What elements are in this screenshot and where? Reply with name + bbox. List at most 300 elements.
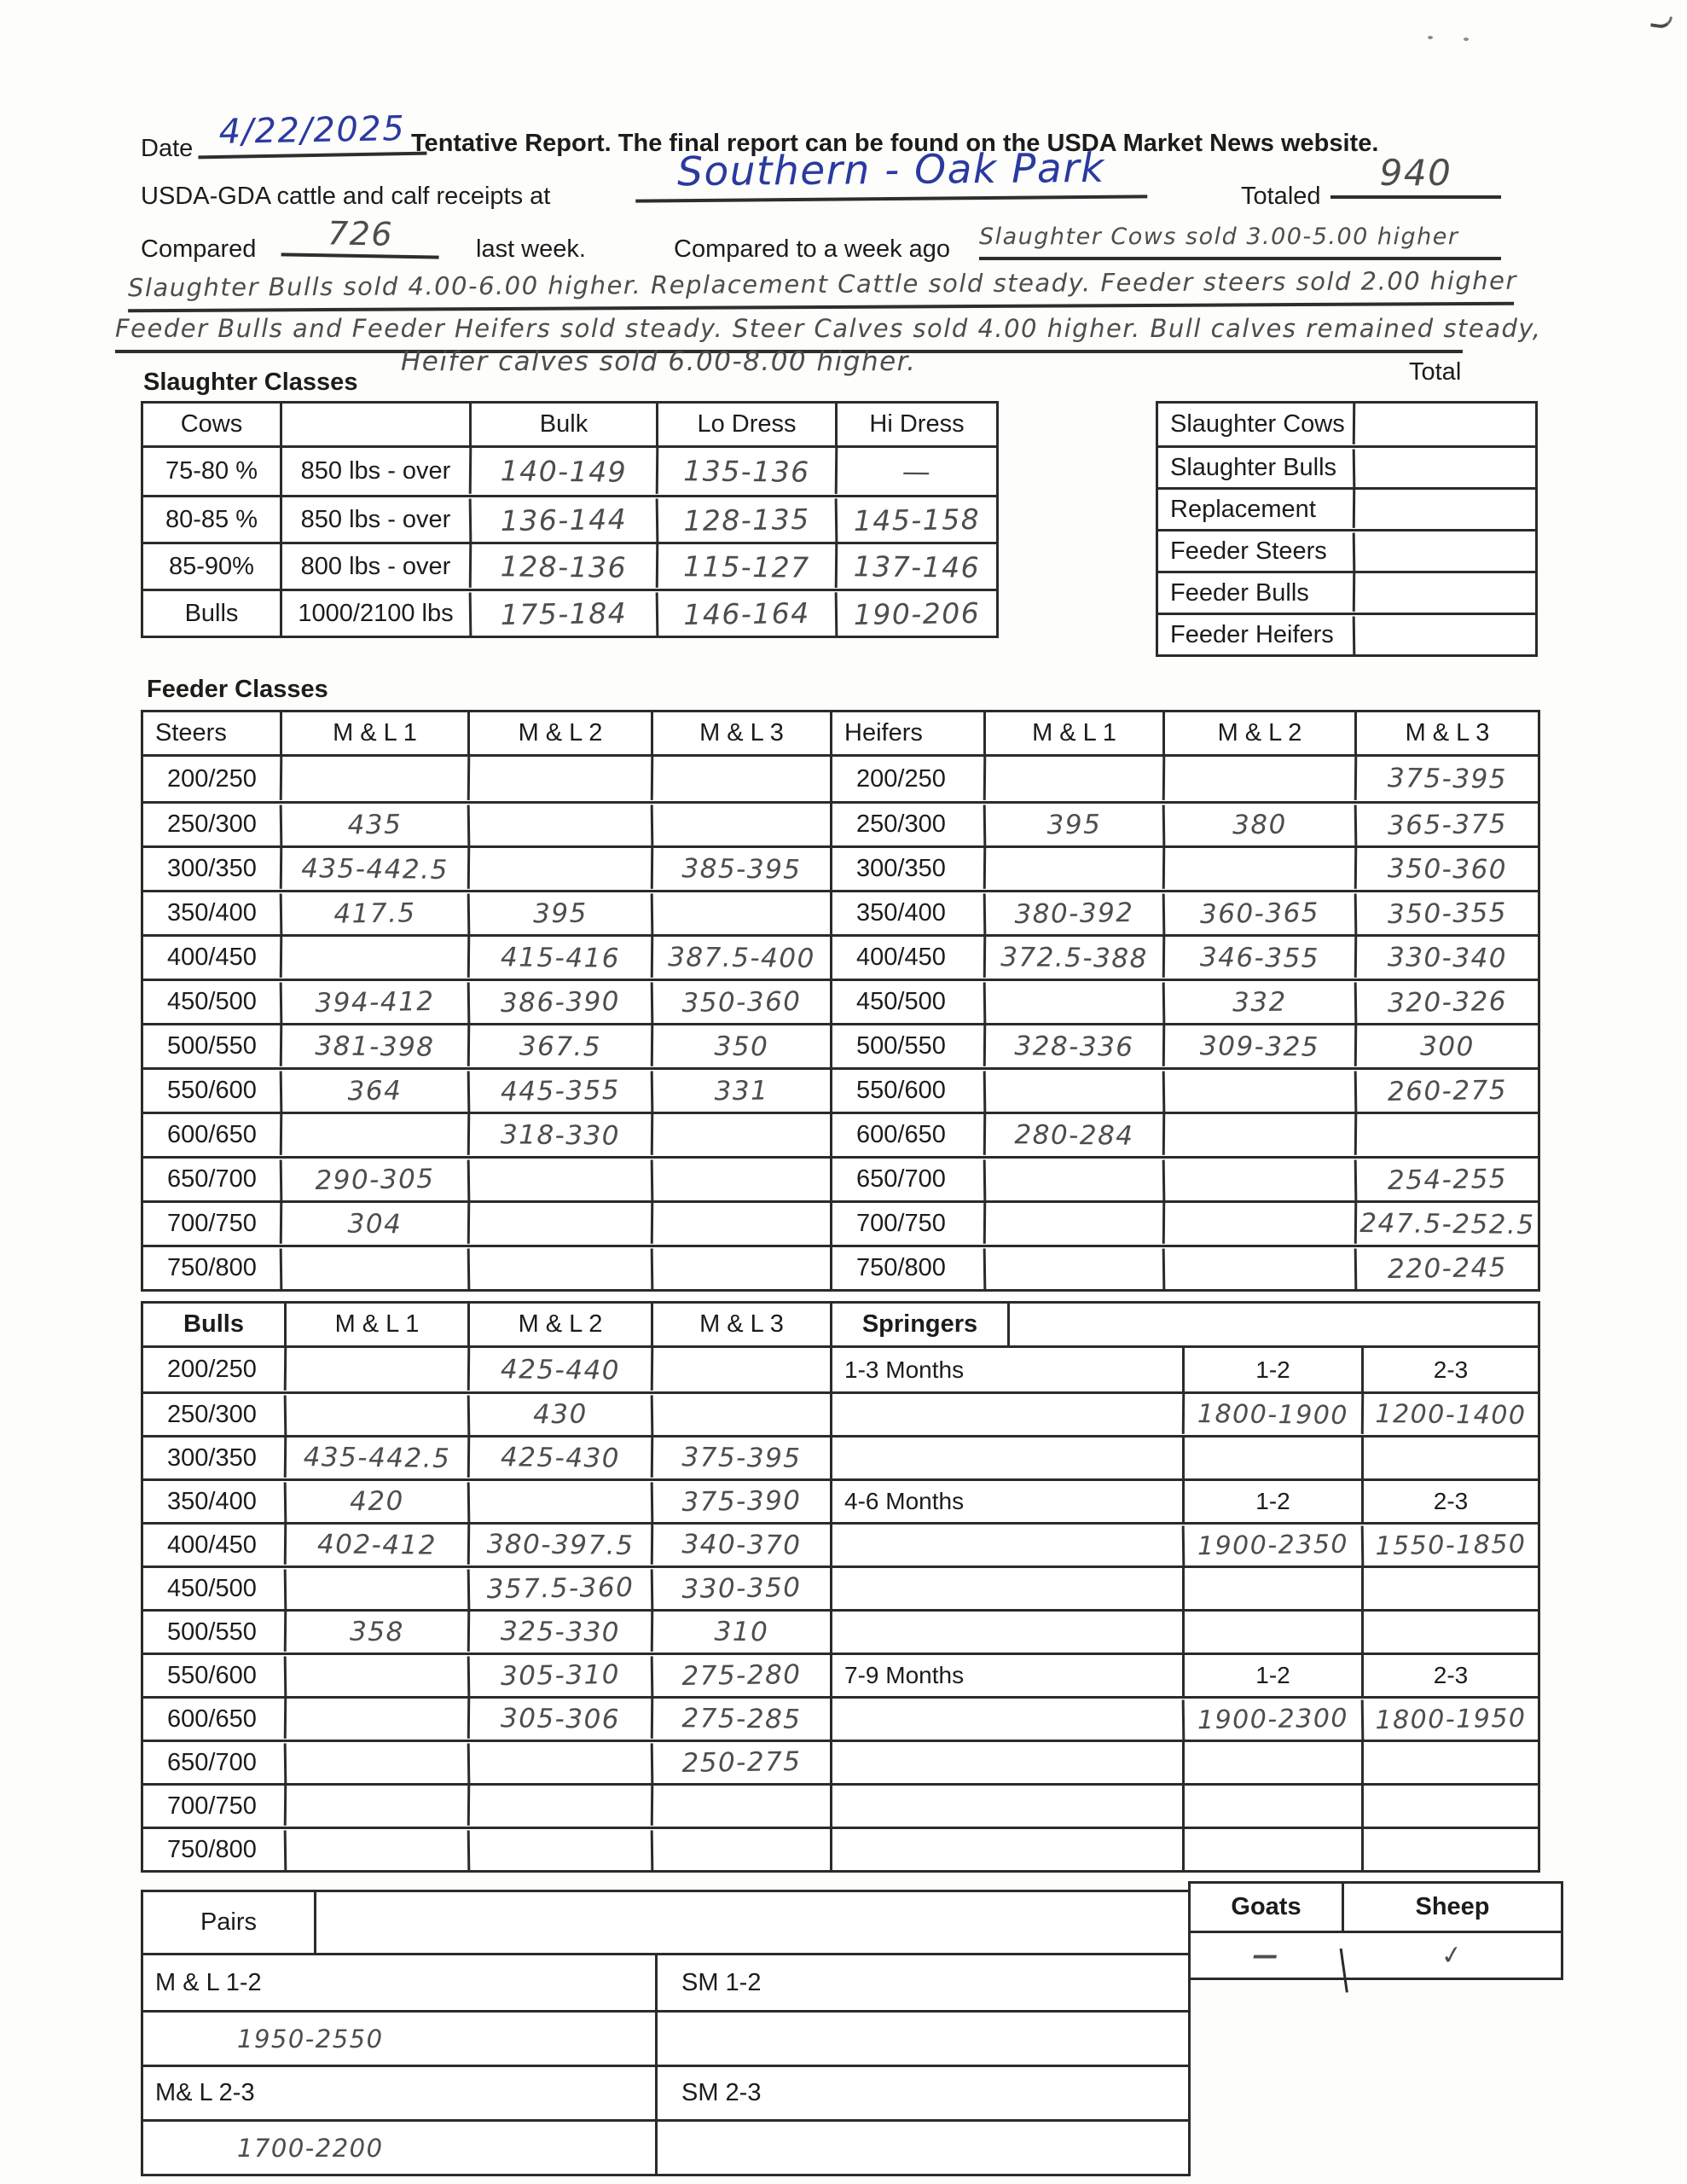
lo-dress-price-cell: 115-127	[656, 543, 836, 590]
springers-empty-row	[832, 1740, 1538, 1783]
compared-value-handwritten: 726	[281, 213, 440, 258]
heifer-ml3-price-cell: 350-355	[1354, 892, 1539, 936]
total-value-cell	[1353, 531, 1536, 572]
total-category-cell: Slaughter Cows	[1170, 410, 1345, 438]
spacer-cell	[1182, 1786, 1361, 1827]
heifer-weight-cell: 600/650	[830, 1114, 983, 1156]
bull-ml3-price-cell	[651, 1828, 831, 1872]
bulls-header-row	[143, 1304, 830, 1348]
hi-dress-price-cell: 145-158	[835, 497, 997, 543]
spacer-cell	[832, 1699, 1182, 1740]
heifer-weight-cell: 750/800	[830, 1247, 983, 1289]
heifer-ml2-price-cell	[1162, 1157, 1355, 1201]
steer-ml2-price-cell: 415-416	[467, 936, 652, 979]
bulls-row	[143, 1696, 830, 1740]
bull-ml2-price-cell: 430	[467, 1393, 652, 1437]
spacer-cell	[1361, 1568, 1538, 1609]
heifer-ml3-price-cell: 350-360	[1354, 847, 1539, 891]
heifer-weight-cell: 250/300	[830, 804, 983, 845]
spacer-cell	[655, 2122, 1188, 2174]
pairs-value-row	[143, 2119, 1188, 2174]
grade-2-3-header-cell: 2-3	[1361, 1655, 1538, 1696]
pairs-title-cell: Pairs	[143, 1892, 316, 1953]
bull-ml3-price-cell: 275-285	[651, 1698, 830, 1740]
slaughter-row	[143, 495, 996, 542]
steers-ml3-header-cell: M & L 3	[651, 712, 830, 754]
bulls-row	[143, 1740, 830, 1783]
steer-ml2-price-cell	[467, 1246, 652, 1291]
heifer-ml1-price-cell: 395	[983, 803, 1163, 847]
bull-ml1-price-cell	[284, 1347, 468, 1392]
months-1-3-label-cell: 1-3 Months	[844, 1356, 965, 1383]
bull-ml2-price-cell: 425-430	[467, 1437, 651, 1479]
heifer-ml1-price-cell	[983, 1158, 1163, 1202]
totals-table	[1156, 401, 1538, 657]
pairs-ml-2-3-label-cell: M& L 2-3	[155, 2079, 255, 2106]
bull-weight-cell: 450/500	[167, 1574, 257, 1602]
bull-ml1-price-cell: 358	[284, 1611, 467, 1653]
steer-ml2-price-cell	[467, 1202, 652, 1246]
steer-weight-cell: 250/300	[167, 810, 257, 838]
bull-ml1-price-cell	[284, 1785, 467, 1827]
bull-ml2-price-cell	[467, 1741, 652, 1785]
spacer-cell	[1361, 1612, 1538, 1653]
bulk-price-cell: 128-136	[469, 543, 657, 590]
steer-ml1-price-cell	[280, 1246, 468, 1290]
bulls-table	[141, 1301, 832, 1873]
heifer-ml3-price-cell: 254-255	[1354, 1158, 1539, 1202]
sheep-mark-cell: ✓	[1340, 1918, 1563, 1992]
bull-ml2-price-cell	[467, 1480, 652, 1524]
feeder-classes-title: Feeder Classes	[147, 676, 328, 703]
steers-ml1-header-cell: M & L 1	[280, 712, 467, 754]
steer-ml1-price-cell: 290-305	[280, 1157, 468, 1201]
bulk-price-cell: 140-149	[469, 447, 657, 496]
weight-header-cell	[280, 404, 469, 445]
grade-cell: 75-80 %	[165, 457, 258, 485]
heifer-weight-cell: 500/550	[830, 1025, 983, 1067]
steer-ml1-price-cell: 435	[280, 802, 468, 846]
heifer-ml3-price-cell: 247.5-252.5	[1354, 1202, 1539, 1246]
bull-ml2-price-cell: 305-310	[467, 1654, 652, 1698]
week-ago-label: Compared to a week ago	[674, 235, 951, 263]
slaughter-row	[143, 542, 996, 589]
bull-ml2-price-cell: 425-440	[467, 1347, 652, 1392]
steer-ml2-price-cell	[467, 756, 652, 802]
bulls-table-body	[143, 1348, 830, 1870]
totaled-value-handwritten: 940	[1330, 152, 1501, 199]
steer-weight-cell: 350/400	[167, 899, 257, 926]
bulk-header-cell: Bulk	[469, 404, 656, 445]
pairs-sm-2-3-label-cell: SM 2-3	[655, 2067, 1188, 2119]
heifer-weight-cell: 550/600	[830, 1070, 983, 1112]
weight-range-cell: 800 lbs - over	[280, 544, 469, 589]
heifer-ml1-price-cell	[983, 1202, 1163, 1246]
bulls-row	[143, 1478, 830, 1522]
springers-value-row	[832, 1522, 1538, 1565]
steer-ml3-price-cell: 350	[651, 1025, 831, 1068]
steer-ml3-price-cell	[651, 1113, 831, 1157]
heifer-ml2-price-cell: 332	[1162, 979, 1355, 1024]
pairs-table	[141, 1890, 1191, 2176]
steer-ml2-price-cell: 367.5	[467, 1025, 652, 1068]
springers-month-row	[832, 1348, 1538, 1391]
bull-ml1-price-cell	[284, 1393, 468, 1437]
steer-ml2-price-cell	[467, 1158, 652, 1202]
spacer-cell	[832, 1829, 1182, 1870]
steer-ml3-price-cell: 331	[651, 1069, 831, 1113]
bull-weight-cell: 300/350	[167, 1443, 257, 1472]
pairs-sm-1-2-label-cell: SM 1-2	[655, 1955, 1188, 2010]
steer-weight-cell: 650/700	[167, 1165, 257, 1193]
springers-empty-row	[832, 1435, 1538, 1478]
heifer-ml1-price-cell	[983, 756, 1163, 802]
grade-cell: Bulls	[184, 599, 239, 627]
slaughter-classes-title: Slaughter Classes	[143, 369, 358, 396]
steer-weight-cell: 200/250	[167, 764, 257, 793]
feeder-classes-table	[141, 710, 1540, 1292]
steer-ml2-price-cell: 318-330	[467, 1113, 652, 1157]
springer-1-3mo-1-2-price-cell: 1800-1900	[1182, 1393, 1361, 1436]
spacer-cell	[832, 1742, 1182, 1783]
feeder-row	[143, 934, 1538, 979]
springer-4-6mo-1-2-price-cell: 1900-2350	[1182, 1524, 1362, 1567]
heifer-ml1-price-cell	[983, 980, 1163, 1025]
feeder-row	[143, 845, 1538, 890]
steer-ml2-price-cell: 445-355	[467, 1069, 652, 1113]
goats-sheep-header-row	[1191, 1884, 1561, 1931]
last-week-label: last week.	[476, 235, 586, 263]
feeder-header-row	[143, 712, 1538, 757]
bulls-row	[143, 1783, 830, 1827]
heifer-ml1-price-cell	[983, 847, 1163, 891]
slaughter-classes-table	[141, 401, 999, 638]
springers-empty-row	[832, 1783, 1538, 1827]
heifer-ml3-price-cell: 220-245	[1354, 1246, 1539, 1291]
total-value-cell	[1353, 447, 1536, 489]
bull-weight-cell: 400/450	[167, 1531, 257, 1559]
heifer-ml2-price-cell: 309-325	[1162, 1025, 1355, 1068]
lo-dress-price-cell: 146-164	[656, 590, 836, 637]
scan-artifact	[1428, 36, 1433, 39]
bulls-row	[143, 1609, 830, 1653]
steer-weight-cell: 500/550	[167, 1032, 257, 1060]
location-value-handwritten: Southern - Oak Park	[635, 144, 1148, 202]
market-note-line1: Slaughter Cows sold 3.00-5.00 higher	[979, 224, 1501, 260]
spacer-cell	[832, 1438, 1182, 1478]
heifer-ml2-price-cell	[1162, 1113, 1355, 1157]
bull-weight-cell: 550/600	[167, 1661, 257, 1689]
heifer-ml2-price-cell	[1162, 1202, 1355, 1246]
steer-ml2-price-cell: 395	[467, 892, 652, 936]
steer-ml3-price-cell	[651, 1158, 831, 1202]
spacer-cell	[1182, 1612, 1361, 1653]
bulls-row	[143, 1653, 830, 1696]
heifer-ml3-price-cell: 330-340	[1354, 936, 1539, 979]
pairs-header-row	[143, 1892, 1188, 1955]
bull-weight-cell: 650/700	[167, 1748, 257, 1776]
hi-dress-header-cell: Hi Dress	[835, 404, 996, 445]
bull-ml3-price-cell	[651, 1785, 830, 1827]
steer-ml1-price-cell	[280, 756, 468, 802]
hi-dress-price-cell: 137-146	[835, 543, 997, 590]
bulk-price-cell: 175-184	[469, 590, 657, 636]
heifer-ml3-price-cell: 260-275	[1354, 1069, 1539, 1113]
feeder-row	[143, 1245, 1538, 1289]
heifer-weight-cell: 350/400	[830, 892, 983, 934]
steer-ml3-price-cell	[651, 756, 831, 802]
cows-header-cell: Cows	[180, 410, 243, 438]
spacer-cell	[1361, 1438, 1538, 1478]
pairs-ml-1-2-label-cell: M & L 1-2	[155, 1968, 262, 1996]
total-category-cell: Feeder Bulls	[1170, 578, 1309, 607]
spacer-cell	[1182, 1742, 1361, 1783]
market-note-line3: Feeder Bulls and Feeder Heifers sold steady. Steer Calves sold 4.00 higher. Bull calves remained steady,	[115, 314, 1463, 353]
steer-weight-cell: 450/500	[167, 988, 257, 1015]
steer-ml3-price-cell	[651, 803, 831, 847]
heifer-ml1-price-cell	[983, 1246, 1163, 1291]
bulls-row	[143, 1348, 830, 1391]
steers-ml2-header-cell: M & L 2	[467, 712, 651, 754]
steer-weight-cell: 600/650	[167, 1121, 257, 1148]
bull-ml2-price-cell	[467, 1785, 651, 1827]
slaughter-table-body	[143, 448, 996, 636]
spacer-cell	[832, 1612, 1182, 1653]
lo-dress-header-cell: Lo Dress	[656, 404, 835, 445]
heifer-weight-cell: 400/450	[830, 937, 983, 979]
bull-ml3-price-cell: 375-395	[651, 1437, 830, 1479]
bull-ml1-price-cell	[284, 1654, 468, 1698]
weight-range-cell: 1000/2100 lbs	[280, 591, 469, 636]
total-category-cell: Feeder Heifers	[1170, 620, 1334, 648]
bulls-header-cell: Bulls	[183, 1310, 244, 1338]
spacer-cell	[655, 2013, 1188, 2065]
heifers-ml2-header-cell: M & L 2	[1162, 712, 1354, 754]
grade-cell: 85-90%	[169, 552, 254, 580]
steer-ml2-price-cell: 386-390	[467, 980, 652, 1025]
bulls-ml3-header-cell: M & L 3	[651, 1304, 830, 1345]
steer-weight-cell: 700/750	[167, 1210, 257, 1237]
heifer-ml3-price-cell: 320-326	[1354, 980, 1539, 1025]
spacer-cell	[1361, 1742, 1538, 1783]
bull-ml1-price-cell: 420	[284, 1480, 468, 1524]
bull-weight-cell: 250/300	[167, 1400, 257, 1428]
heifer-ml2-price-cell	[1162, 1068, 1355, 1112]
bull-ml3-price-cell: 330-350	[651, 1567, 831, 1611]
steer-ml2-price-cell	[467, 847, 652, 891]
springers-empty-row	[832, 1827, 1538, 1870]
bulls-row	[143, 1391, 830, 1435]
bull-ml3-price-cell: 375-390	[651, 1480, 831, 1524]
feeder-row	[143, 979, 1538, 1023]
bull-ml1-price-cell	[284, 1828, 468, 1872]
lo-dress-price-cell: 135-136	[656, 447, 836, 496]
feeder-row	[143, 757, 1538, 801]
totals-table-body	[1158, 404, 1535, 654]
springer-1-3mo-2-3-price-cell: 1200-1400	[1361, 1393, 1538, 1436]
feeder-row	[143, 1200, 1538, 1245]
slaughter-row	[143, 589, 996, 636]
feeder-row	[143, 1067, 1538, 1112]
total-value-cell	[1353, 403, 1536, 446]
steer-ml2-price-cell	[467, 803, 652, 847]
steer-weight-cell: 300/350	[167, 855, 257, 882]
steer-ml1-price-cell: 417.5	[280, 891, 468, 935]
heifer-ml3-price-cell: 375-395	[1354, 756, 1539, 802]
steer-ml1-price-cell: 364	[280, 1068, 468, 1112]
steer-ml1-price-cell: 381-398	[280, 1025, 468, 1068]
steer-ml1-price-cell	[280, 1113, 468, 1157]
steer-ml3-price-cell: 387.5-400	[651, 936, 831, 979]
bull-weight-cell: 750/800	[167, 1835, 257, 1863]
heifer-weight-cell: 700/750	[830, 1203, 983, 1245]
bull-ml2-price-cell: 305-306	[467, 1698, 651, 1740]
receipts-label: USDA-GDA cattle and calf receipts at	[141, 183, 551, 210]
steer-ml3-price-cell: 385-395	[651, 847, 831, 891]
heifers-header-cell: Heifers	[830, 712, 983, 754]
heifer-ml2-price-cell	[1162, 1246, 1355, 1290]
bulls-row	[143, 1435, 830, 1478]
bull-ml3-price-cell: 340-370	[651, 1524, 830, 1566]
springers-header-row	[832, 1304, 1538, 1348]
springer-7-9mo-1-2-price-cell: 1900-2300	[1182, 1698, 1362, 1741]
bull-weight-cell: 700/750	[167, 1792, 257, 1820]
pairs-ml-1-2-price-cell: 1950-2550	[237, 2024, 384, 2053]
bulls-row	[143, 1522, 830, 1565]
total-row	[1158, 571, 1535, 613]
springers-table	[830, 1301, 1540, 1873]
hi-dress-price-cell: 190-206	[835, 590, 997, 637]
pairs-class-row	[143, 1955, 1188, 2010]
spacer-cell	[832, 1525, 1182, 1565]
bulls-row	[143, 1827, 830, 1870]
pairs-ml-2-3-price-cell: 1700-2200	[237, 2133, 384, 2163]
hi-dress-price-cell: —	[835, 447, 997, 496]
steer-ml3-price-cell	[651, 1202, 831, 1246]
market-note-line4: Heifer calves sold 6.00-8.00 higher.	[401, 346, 917, 377]
spacer-cell	[1361, 1829, 1538, 1870]
spacer-cell	[832, 1786, 1182, 1827]
heifer-ml1-price-cell: 328-336	[983, 1025, 1163, 1068]
heifer-ml2-price-cell	[1162, 847, 1355, 891]
heifer-weight-cell: 200/250	[830, 757, 983, 801]
bull-ml3-price-cell: 250-275	[651, 1741, 831, 1785]
grade-cell: 80-85 %	[165, 505, 258, 533]
bull-ml3-price-cell	[651, 1347, 831, 1392]
bull-weight-cell: 500/550	[167, 1618, 257, 1646]
grade-2-3-header-cell: 2-3	[1361, 1348, 1538, 1391]
heifers-ml1-header-cell: M & L 1	[983, 712, 1162, 754]
total-category-cell: Replacement	[1170, 495, 1316, 523]
total-row	[1158, 445, 1535, 487]
compared-label: Compared	[141, 235, 257, 263]
months-4-6-label-cell: 4-6 Months	[844, 1488, 965, 1514]
heifer-ml2-price-cell	[1162, 756, 1355, 802]
sheep-header-cell: Sheep	[1342, 1884, 1561, 1931]
pairs-class-row	[143, 2065, 1188, 2119]
steer-ml1-price-cell: 435-442.5	[280, 847, 468, 891]
heifers-ml3-header-cell: M & L 3	[1354, 712, 1538, 754]
steer-weight-cell: 550/600	[167, 1077, 257, 1104]
springers-month-row	[832, 1478, 1538, 1522]
date-value-handwritten: 4/22/2025	[198, 109, 427, 160]
goats-sheep-table	[1188, 1881, 1563, 1980]
slaughter-row	[143, 448, 996, 495]
months-7-9-label-cell: 7-9 Months	[844, 1662, 965, 1688]
steer-weight-cell: 400/450	[167, 944, 257, 971]
grade-1-2-header-cell: 1-2	[1182, 1481, 1361, 1522]
bull-weight-cell: 600/650	[167, 1705, 257, 1733]
steer-ml3-price-cell	[651, 892, 831, 936]
lo-dress-price-cell: 128-135	[656, 497, 836, 543]
steer-ml1-price-cell: 394-412	[280, 979, 468, 1024]
bulk-price-cell: 136-144	[469, 496, 657, 543]
scan-artifact	[1464, 38, 1469, 41]
springers-month-row	[832, 1653, 1538, 1696]
bull-ml1-price-cell: 402-412	[284, 1524, 467, 1566]
total-row	[1158, 529, 1535, 571]
market-note-line2: Slaughter Bulls sold 4.00-6.00 higher. Replacement Cattle sold steady. Feeder steers sold 2.00 higher	[128, 266, 1514, 313]
springers-table-body	[832, 1348, 1538, 1870]
steer-ml3-price-cell: 350-360	[651, 980, 831, 1025]
spacer-cell	[1182, 1438, 1361, 1478]
feeder-row	[143, 890, 1538, 934]
bull-ml2-price-cell: 325-330	[467, 1611, 651, 1653]
goats-sheep-marks-row	[1191, 1931, 1561, 1978]
bull-weight-cell: 200/250	[167, 1356, 257, 1383]
heifer-ml1-price-cell: 372.5-388	[983, 936, 1163, 979]
heifer-ml3-price-cell: 365-375	[1354, 803, 1539, 847]
springer-4-6mo-2-3-price-cell: 1550-1850	[1361, 1524, 1539, 1567]
heifer-ml2-price-cell: 360-365	[1162, 891, 1355, 935]
springers-value-row	[832, 1696, 1538, 1740]
bull-ml1-price-cell	[284, 1741, 468, 1785]
goats-header-cell: Goats	[1231, 1893, 1301, 1920]
heifer-ml2-price-cell: 346-355	[1162, 936, 1355, 979]
springers-empty-row	[832, 1565, 1538, 1609]
tentative-report-text: Tentative Report. The final report can be found on the USDA Market News website.	[411, 130, 1379, 157]
springers-empty-row	[832, 1609, 1538, 1653]
bulls-ml2-header-cell: M & L 2	[467, 1304, 651, 1345]
heifer-ml3-price-cell: 300	[1354, 1025, 1539, 1068]
spacer-cell	[1361, 1786, 1538, 1827]
heifer-ml1-price-cell: 380-392	[983, 892, 1163, 936]
bull-weight-cell: 350/400	[167, 1487, 257, 1515]
feeder-row	[143, 801, 1538, 845]
grade-2-3-header-cell: 2-3	[1361, 1481, 1538, 1522]
spacer-cell	[832, 1394, 1182, 1435]
springers-value-row	[832, 1391, 1538, 1435]
bull-ml1-price-cell	[284, 1698, 467, 1740]
steer-ml3-price-cell	[651, 1246, 831, 1291]
spacer-cell	[832, 1568, 1182, 1609]
feeder-table-body	[143, 757, 1538, 1289]
bull-ml1-price-cell	[284, 1567, 468, 1611]
springer-7-9mo-2-3-price-cell: 1800-1950	[1361, 1698, 1539, 1741]
scan-artifact	[1650, 14, 1673, 29]
slaughter-header-row	[143, 404, 996, 448]
bull-ml1-price-cell: 435-442.5	[284, 1437, 467, 1479]
weight-range-cell: 850 lbs - over	[280, 448, 469, 495]
feeder-row	[143, 1112, 1538, 1156]
feeder-row	[143, 1023, 1538, 1067]
weight-range-cell: 850 lbs - over	[280, 497, 469, 542]
heifer-weight-cell: 300/350	[830, 848, 983, 890]
grade-1-2-header-cell: 1-2	[1182, 1655, 1361, 1696]
date-label: Date	[141, 135, 194, 162]
total-category-cell: Feeder Steers	[1170, 537, 1327, 565]
bull-ml2-price-cell: 357.5-360	[467, 1567, 652, 1611]
